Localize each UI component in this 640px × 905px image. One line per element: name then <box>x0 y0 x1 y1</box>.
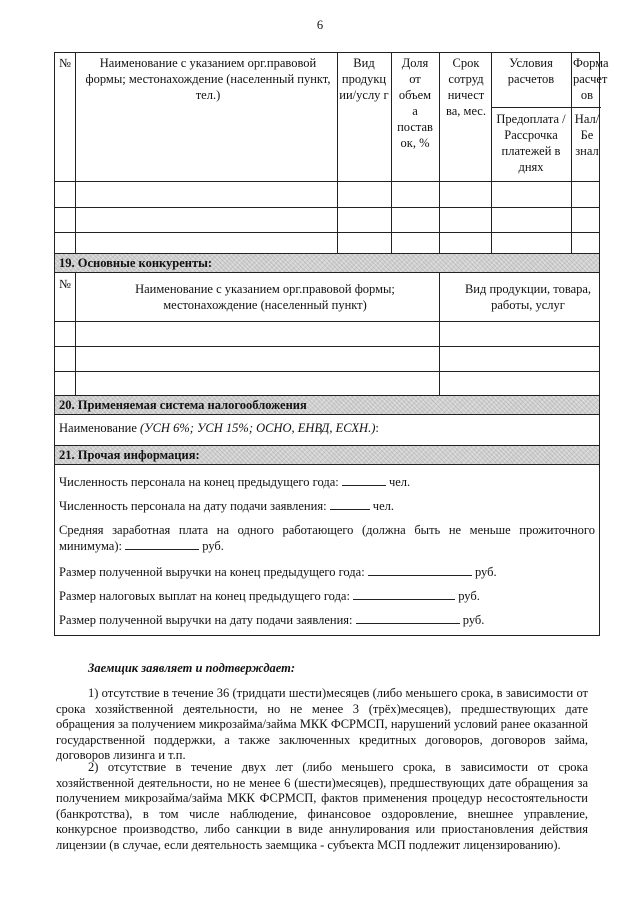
salary-line-2: минимума): руб. <box>59 539 224 553</box>
page-number: 6 <box>316 18 324 32</box>
revenue-apply-field[interactable] <box>356 612 460 624</box>
salary-field[interactable] <box>125 538 199 550</box>
staff-end-year-field[interactable] <box>342 474 386 486</box>
col-name: Наименование с указанием орг.правовой формы; местонахождение (населенный пункт, тел.) <box>85 56 331 102</box>
revenue-end-field[interactable] <box>368 564 472 576</box>
declaration-heading: Заемщик заявляет и подтверждает: <box>88 661 296 675</box>
section-21-title: 21. Прочая информация: <box>55 446 599 464</box>
salary-line: Средняя заработная плата на одного работающего (должна быть не меньше прожиточного <box>59 523 595 537</box>
col-product: Вид продукц ии/услу г <box>339 56 389 102</box>
col-prepay: Предоплата / Рассрочка платежей в днях <box>496 112 566 174</box>
tax-system-line: Наименование (УСН 6%; УСН 15%; ОСНО, ЕНВД, ЕСХН.): <box>59 421 379 435</box>
declaration-paragraph-2: 2) отсутствие в течение двух лет (либо меньшего срока, в зависимости от срока хозяйственной деятельности, но не менее 6 (шести)месяцев), предшествующих дате обращения за получением микрозайма/займа МКК ФСРМСП, фактов применения процедур несостоятельности (банкротства), в том числе наблюдение, финансовое оздоровление, внешнее управление, конкурсное производство, либо санкции в виде аннулирования или приостановления действия лицензии (в случае, если деятельность заемщика - субъекта МСП подлежит лицензированию). <box>56 760 588 852</box>
col-cash: Нал/Бе знал <box>574 112 600 158</box>
suppliers-table <box>54 52 609 254</box>
comp-col-name: Наименование с указанием орг.правовой формы; местонахождение (населенный пункт) <box>135 282 395 312</box>
col-term: Срок сотруд ничест ва, мес. <box>446 56 486 118</box>
tax-end-field[interactable] <box>353 588 455 600</box>
section-20-title: 20. Применяемая система налогообложения <box>55 396 599 414</box>
col-num: № <box>59 56 71 70</box>
declaration-paragraph-1: 1) отсутствие в течение 36 (тридцати шести)месяцев (либо меньшего срока, в зависимости от срока хозяйственной деятельности, но не менее 3 (трёх)месяцев), предшествующих дате обращения за получением микрозайма/займа МКК ФСРМСП, нарушений условий ранее оказанной государственной поддержки, а также заключенных кредитных договоров, договоров займа, договоров лизинга и т.п. <box>56 686 588 763</box>
other-info-block <box>54 446 600 636</box>
competitors-table <box>54 254 600 396</box>
staff-apply-line: Численность персонала на дату подачи заявления: чел. <box>59 499 394 513</box>
tax-end-line: Размер налоговых выплат на конец предыдущего года: руб. <box>59 589 480 603</box>
section-19-title: 19. Основные конкуренты: <box>55 254 599 272</box>
comp-col-product: Вид продукции, товара, работы, услуг <box>464 282 592 312</box>
tax-system-block <box>54 396 600 446</box>
comp-col-num: № <box>59 277 71 291</box>
col-form: Форма расчет ов <box>573 56 609 102</box>
col-conditions: Условия расчетов <box>507 56 555 86</box>
revenue-apply-line: Размер полученной выручки на дату подачи заявления: руб. <box>59 613 485 627</box>
col-share: Доля от объем а постав ок, % <box>397 56 433 150</box>
revenue-end-line: Размер полученной выручки на конец предыдущего года: руб. <box>59 565 497 579</box>
staff-apply-field[interactable] <box>330 498 370 510</box>
staff-end-year-line: Численность персонала на конец предыдущего года: чел. <box>59 475 411 489</box>
